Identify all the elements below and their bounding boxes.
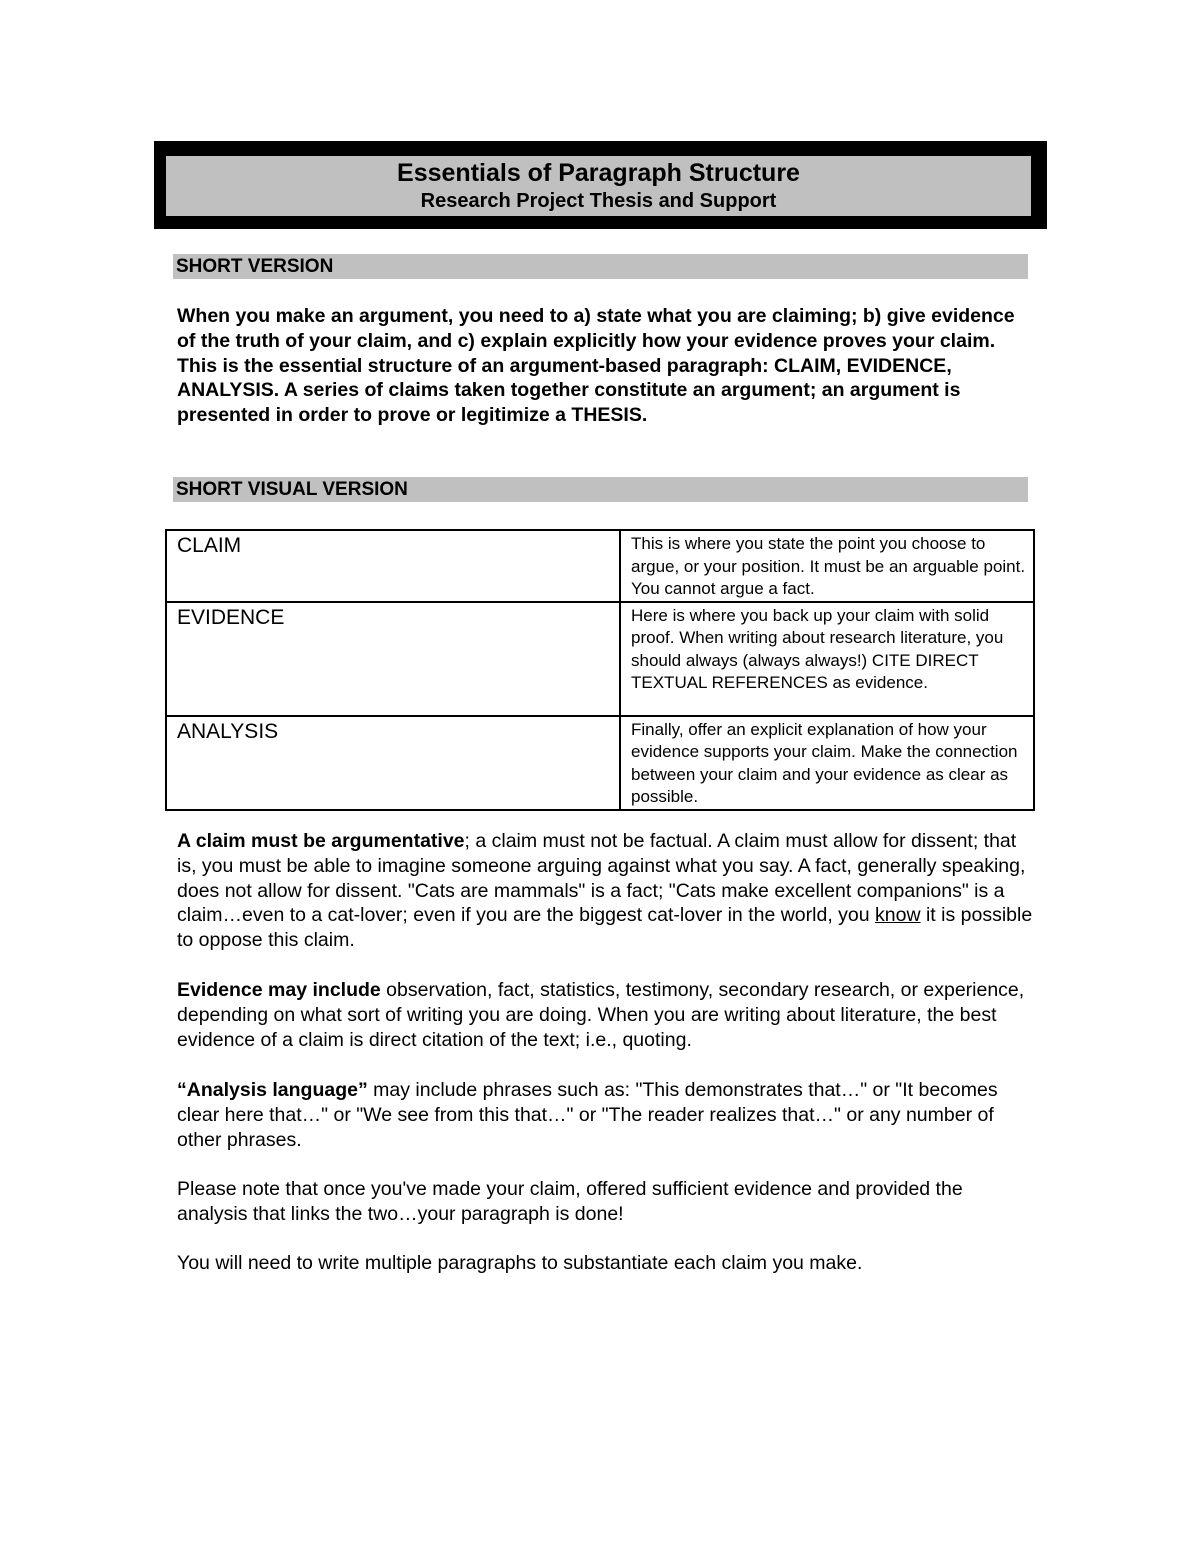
analysis-paragraph	[177, 1078, 1037, 1152]
claim-paragraph-text: ; a claim must not be factual. A claim must allow for dissent; that is, you must be able to imagine someone arguing against what you say. A fact, generally speaking, does not allow for dissent. "Cats are mammals" is a fact; "Cats make excellent companions" is a claim…even to a cat-lover; even if you are the biggest cat-lover in the world, you	[177, 830, 1026, 927]
table-row	[166, 716, 1034, 810]
title-panel	[166, 156, 1031, 216]
table-term-evidence: EVIDENCE	[166, 602, 620, 716]
claim-paragraph-text-end: it is possible to oppose this claim.	[177, 904, 1033, 952]
evidence-paragraph	[177, 978, 1037, 1052]
table-description-analysis: Finally, offer an explicit explanation of how your evidence supports your claim. Make the connection between your claim and your evidence as clear as possible.	[620, 716, 1034, 810]
document-title: Essentials of Paragraph Structure	[397, 159, 800, 187]
final-paragraph: You will need to write multiple paragraphs to substantiate each claim you make.	[177, 1252, 863, 1274]
table-row	[166, 530, 1034, 602]
table-term-analysis: ANALYSIS	[166, 716, 620, 810]
claim-paragraph	[177, 829, 1037, 953]
claim-paragraph-underlined-word: know	[875, 904, 921, 927]
short-visual-version-heading: SHORT VISUAL VERSION	[173, 477, 1028, 502]
table-description-claim: This is where you state the point you choose to argue, or your position. It must be an arguable point. You cannot argue a fact.	[620, 530, 1034, 602]
claim-paragraph-lead: A claim must be argumentative	[177, 830, 465, 852]
claim-evidence-analysis-table	[165, 529, 1035, 811]
note-paragraph: Please note that once you've made your claim, offered sufficient evidence and provided the analysis that links the two…your paragraph is done!	[177, 1178, 963, 1225]
evidence-paragraph-text: observation, fact, statistics, testimony, secondary research, or experience, depending on what sort of writing you are doing. When you are writing about literature, the best evidence of a claim is direct citation of the text; i.e., quoting.	[177, 979, 1025, 1051]
analysis-paragraph-lead: “Analysis language”	[177, 1079, 368, 1101]
analysis-paragraph-text: may include phrases such as: "This demonstrates that…" or "It becomes clear here that…" or "We see from this that…" or "The reader realizes that…" or any number of other phrases.	[177, 1079, 998, 1151]
table-term-claim: CLAIM	[166, 530, 620, 602]
document-subtitle: Research Project Thesis and Support	[420, 190, 777, 212]
table-description-evidence: Here is where you back up your claim with solid proof. When writing about research literature, you should always (always always!) CITE DIRECT TEXTUAL REFERENCES as evidence.	[620, 602, 1034, 716]
title-box	[154, 141, 1047, 229]
evidence-paragraph-lead: Evidence may include	[177, 979, 381, 1001]
short-version-heading: SHORT VERSION	[173, 254, 1028, 279]
table-row	[166, 602, 1034, 716]
short-version-paragraph: When you make an argument, you need to a) state what you are claiming; b) give evidence of the truth of your claim, and c) explain explicitly how your evidence proves your claim. This is the essential structure of an argument-based paragraph: CLAIM, EVIDENCE, ANALYSIS. A series of claims taken together constitute an argument; an argument is presented in order to prove or legitimize a THESIS.	[177, 305, 1015, 427]
